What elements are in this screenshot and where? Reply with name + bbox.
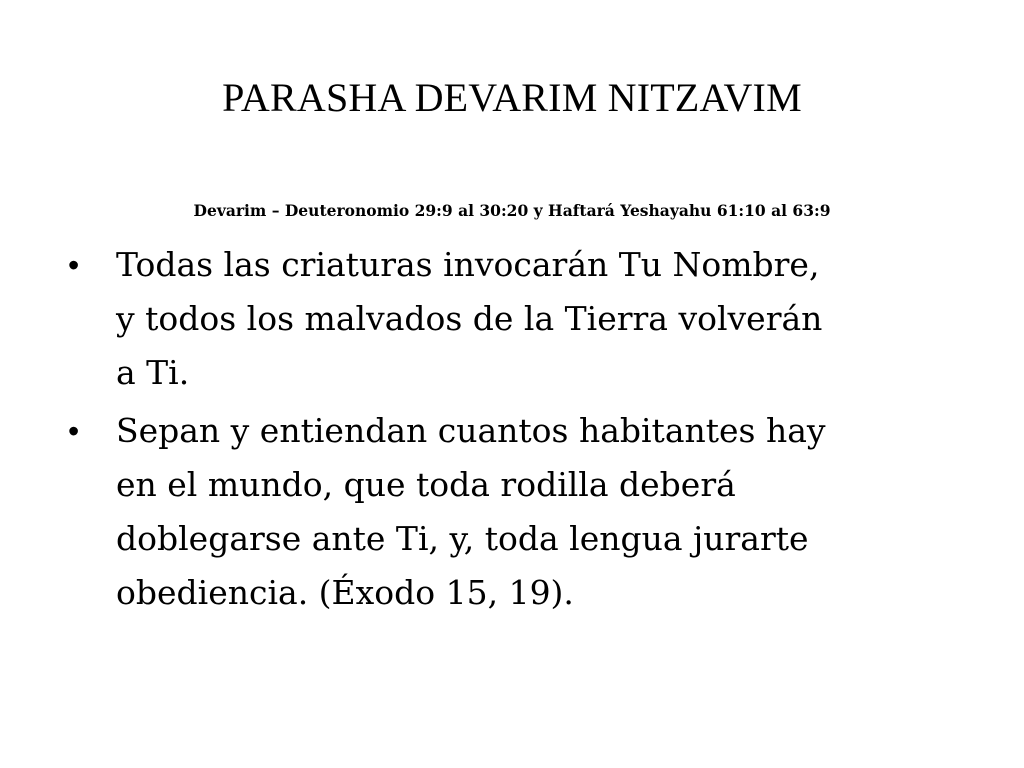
bullet-list [68,238,968,624]
bullet-icon: • [68,413,80,449]
slide-title: PARASHA DEVARIM NITZAVIM [222,75,802,120]
slide-subtitle: Devarim – Deuteronomio 29:9 al 30:20 y Haftará Yeshayahu 61:10 al 63:9 [193,201,831,220]
bullet-text-line: Todas las criaturas invocarán Tu Nombre, [116,245,820,284]
bullet-text-line: y todos los malvados de la Tierra volverán [116,299,823,338]
bullet-text-line: a Ti. [116,353,190,392]
bullet-text-line: obediencia. (Éxodo 15, 19). [116,573,574,612]
bullet-text-line: doblegarse ante Ti, y, toda lengua jurarte [116,519,809,558]
bullet-text-line: en el mundo, que toda rodilla deberá [116,465,736,504]
bullet-item [68,404,968,620]
bullet-text-line: Sepan y entiendan cuantos habitantes hay [116,411,826,450]
bullet-icon: • [68,247,80,283]
bullet-item [68,238,968,400]
